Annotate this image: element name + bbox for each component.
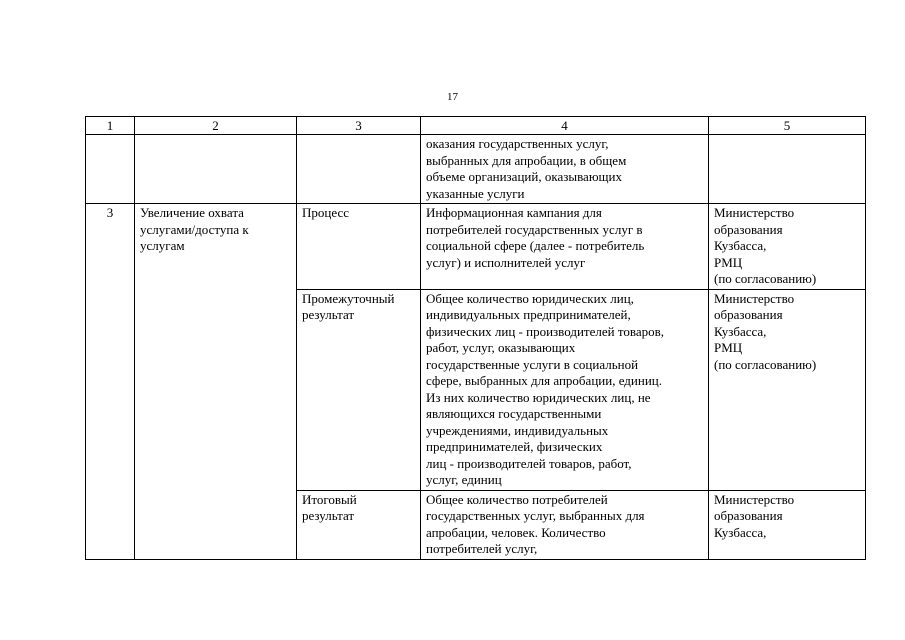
continuation-cell-title: [135, 135, 297, 204]
stage-cell-process: Процесс: [297, 204, 421, 290]
stage-cell-intermediate: Промежуточный результат: [297, 289, 421, 490]
header-cell-2: 2: [135, 117, 297, 135]
document-table: [85, 116, 866, 560]
continuation-cell-num: [86, 135, 135, 204]
page-number: 17: [447, 91, 458, 103]
description-cell-process: Информационная кампания для потребителей государственных услуг в социальной сфере (далее - потребитель услуг) и исполнителей услуг: [421, 204, 709, 290]
header-cell-1: 1: [86, 117, 135, 135]
table-row-continuation: [86, 135, 866, 204]
continuation-cell-stage: [297, 135, 421, 204]
header-cell-5: 5: [709, 117, 866, 135]
continuation-cell-responsible: [709, 135, 866, 204]
description-cell-intermediate: Общее количество юридических лиц, индивидуальных предпринимателей, физических лиц - производителей товаров, работ, услуг, оказывающих государственные услуги в социальной сфере, выбранных для апробации, единиц. Из них количество юридических лиц, не являющихся государственными учреждениями, индивидуальных предпринимателей, физических лиц - производителей товаров, работ, услуг, единиц: [421, 289, 709, 490]
stage-cell-final: Итоговый результат: [297, 490, 421, 559]
responsible-cell-process: Министерство образования Кузбасса, РМЦ (по согласованию): [709, 204, 866, 290]
row-number-cell: 3: [86, 204, 135, 560]
continuation-cell-description: оказания государственных услуг, выбранных для апробации, в общем объеме организаций, оказывающих указанные услуги: [421, 135, 709, 204]
header-cell-4: 4: [421, 117, 709, 135]
responsible-cell-intermediate: Министерство образования Кузбасса, РМЦ (по согласованию): [709, 289, 866, 490]
header-cell-3: 3: [297, 117, 421, 135]
row-title-cell: Увеличение охвата услугами/доступа к услугам: [135, 204, 297, 560]
table-header-row: [86, 117, 866, 135]
description-cell-final: Общее количество потребителей государственных услуг, выбранных для апробации, человек. Количество потребителей услуг,: [421, 490, 709, 559]
table-row-process: [86, 204, 866, 290]
responsible-cell-final: Министерство образования Кузбасса,: [709, 490, 866, 559]
